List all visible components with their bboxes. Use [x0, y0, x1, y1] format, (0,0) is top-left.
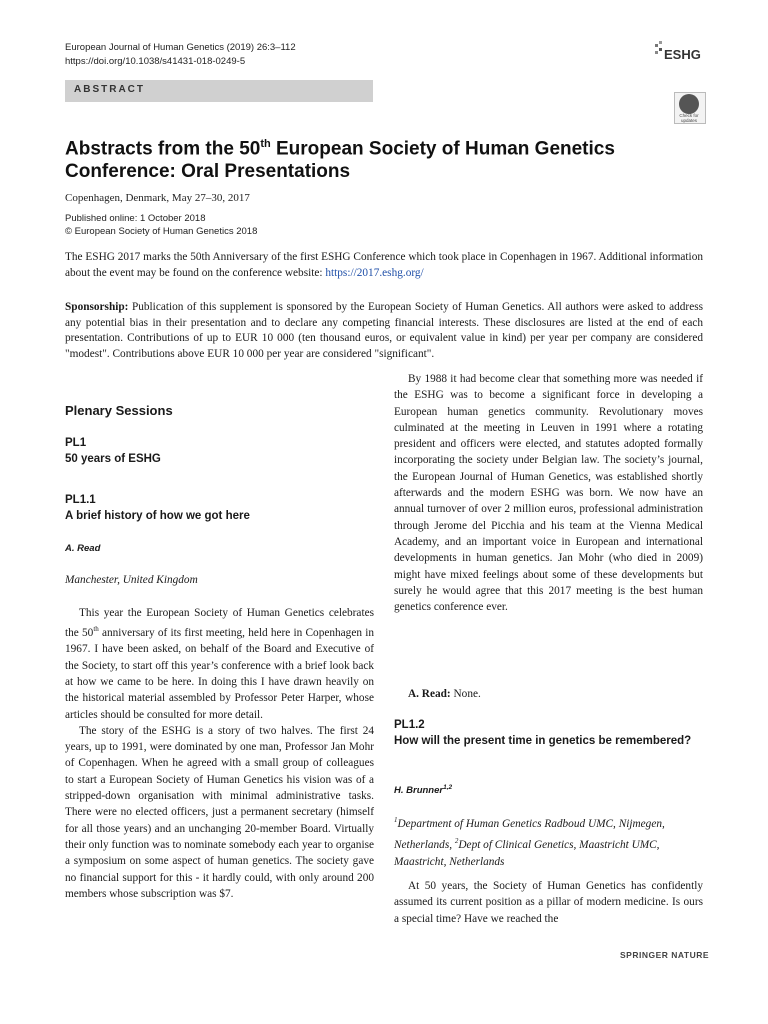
- pl1-code: PL1: [65, 437, 87, 449]
- intro-paragraph: [65, 250, 703, 281]
- intro-text: The ESHG 2017 marks the 50th Anniversary of the first ESHG Conference which took place in Copenhagen in 1967. Additional information about the event may be found on the conference website:: [65, 251, 703, 279]
- aff-sup-2: 2: [454, 836, 459, 845]
- section-heading-plenary: Plenary Sessions: [65, 403, 173, 418]
- p1-text-a: This year the European Society of Human Genetics celebrates the 50: [65, 607, 374, 640]
- check-updates-label: Check for updates: [679, 113, 699, 123]
- section-label: ABSTRACT: [74, 84, 145, 95]
- logo-text: ESHG: [664, 47, 701, 62]
- title-line2: Conference: Oral Presentations: [65, 161, 351, 183]
- aff-1: Department of Human Genetics Radboud UMC, Nijmegen, Netherlands,: [394, 817, 665, 851]
- publisher-logo: SPRINGER NATURE: [620, 950, 710, 960]
- aff-2: Dept of Clinical Genetics, Maastricht UMC, Maastricht, Netherlands: [394, 838, 660, 868]
- pl12-paragraph-1: At 50 years, the Society of Human Genetics has confidently assumed its current position as a pillar of modern medicine. Is ours a special time? Have we reached the: [394, 880, 703, 925]
- disclosure-label: A. Read:: [408, 688, 451, 700]
- journal-citation: [65, 41, 296, 69]
- abstract-heading-pl11: [65, 492, 374, 524]
- pl11-paragraph-1: [65, 605, 374, 723]
- article-title: [65, 133, 665, 183]
- conference-location-date: Copenhagen, Denmark, May 27–30, 2017: [65, 192, 250, 204]
- author2-sup: 1,2: [443, 784, 453, 791]
- pl11-body: [65, 605, 374, 902]
- pl11-code: PL1.1: [65, 494, 96, 506]
- pl12-code: PL1.2: [394, 719, 425, 731]
- pl11-continued: [394, 371, 703, 615]
- disclosure-value: None.: [450, 688, 481, 700]
- title-sup: th: [260, 138, 271, 150]
- pl11-title: A brief history of how we got here: [65, 510, 250, 522]
- p1-text-b: anniversary of its first meeting, held here in Copenhagen in 1967. I have been asked, on behalf of the Board and Executive of the Society, to start off this year’s conference with a brief look back at how we came to be here. In doing this I have drawn heavily on the historical material assembled by Professor Peter Harper, whose articles should be consulted for more detail.: [65, 627, 374, 721]
- author-read: A. Read: [65, 543, 101, 554]
- publication-info: [65, 212, 257, 238]
- author2-name: H. Brunner: [394, 785, 444, 797]
- session-heading-pl1: [65, 435, 374, 467]
- sponsorship-label: Sponsorship:: [65, 301, 129, 313]
- pl12-title: How will the present time in genetics be remembered?: [394, 735, 692, 747]
- abstract-heading-pl12: [394, 717, 703, 749]
- pl1-title: 50 years of ESHG: [65, 453, 161, 465]
- affiliation-manchester: Manchester, United Kingdom: [65, 574, 198, 586]
- copyright: © European Society of Human Genetics 2018: [65, 226, 258, 237]
- eshg-logo: [654, 40, 702, 66]
- pl11-paragraph-2: The story of the ESHG is a story of two halves. The first 24 years, up to 1991, were dominated by one man, Professor Jan Mohr of Copenhagen. When he agreed with a small group of colleagues to start a European Society of Human Genetics his vision was of a stripped-down organisation with minimal administrative tasks. There were no elected officers, just a permanent secretary (himself for all those years) and an unchanging 20-member Board. Virtually their only function was to nominate somebody each year to organise a symposium on some aspect of human genetics. The society gave no financial support for this - it hardly could, with only around 200 members whose subscription was $7.: [65, 724, 374, 900]
- author-brunner: [394, 784, 703, 796]
- p1-sup: th: [93, 625, 99, 634]
- published-date: Published online: 1 October 2018: [65, 213, 206, 224]
- section-label-bar: [65, 80, 373, 102]
- journal-citation-text: European Journal of Human Genetics (2019) 26:3–112: [65, 42, 296, 53]
- disclosure-paragraph: [394, 686, 703, 702]
- affiliation-brunner: [394, 812, 703, 871]
- title-part2: European Society of Human Genetics: [270, 138, 615, 160]
- check-updates-icon: [679, 94, 699, 114]
- pl12-body: [394, 878, 703, 927]
- aff-sup-1: 1: [394, 816, 398, 824]
- disclosure-read: [394, 686, 703, 702]
- conference-website-link[interactable]: https://2017.eshg.org/: [325, 266, 424, 279]
- pl11-paragraph-3: By 1988 it had become clear that something more was needed if the ESHG was to become a significant force in developing a European human genetics community. Revolutionary moves culminated at the meeting in Leuven in 1991 where a rotating president and officers were elected, and statutes adopted formally incorporating the society under Belgian law. The society’s journal, the European Journal of Human Genetics, was established shortly afterwards and the modern ESHG was born. We now have an annual turnover of over 2 million euros, professional administration through Jerome del Picchia and his team at the Vienna Medical Academy, and an important voice in European and international developments in human genetics. Jan Mohr (who died in 2009) might have mixed feelings about some of these developments but surely he would agree that this 2017 meeting is the best human genetics conference ever.: [394, 373, 703, 614]
- sponsorship-text: Publication of this supplement is sponsored by the European Society of Human Genetics. All authors were asked to address any potential bias in their presentation and to declare any competing financial interests. These disclosures are listed at the end of each presentation. Contributions of up to EUR 10 000 (ten thousand euros, or equivalent value in kind) per year per company are considered "modest". Contributions above EUR 10 000 per year are considered "significant".: [65, 301, 703, 360]
- title-part1: Abstracts from the 50: [65, 138, 261, 160]
- doi-link[interactable]: https://doi.org/10.1038/s41431-018-0249-5: [65, 56, 246, 67]
- sponsorship-paragraph: [65, 300, 703, 362]
